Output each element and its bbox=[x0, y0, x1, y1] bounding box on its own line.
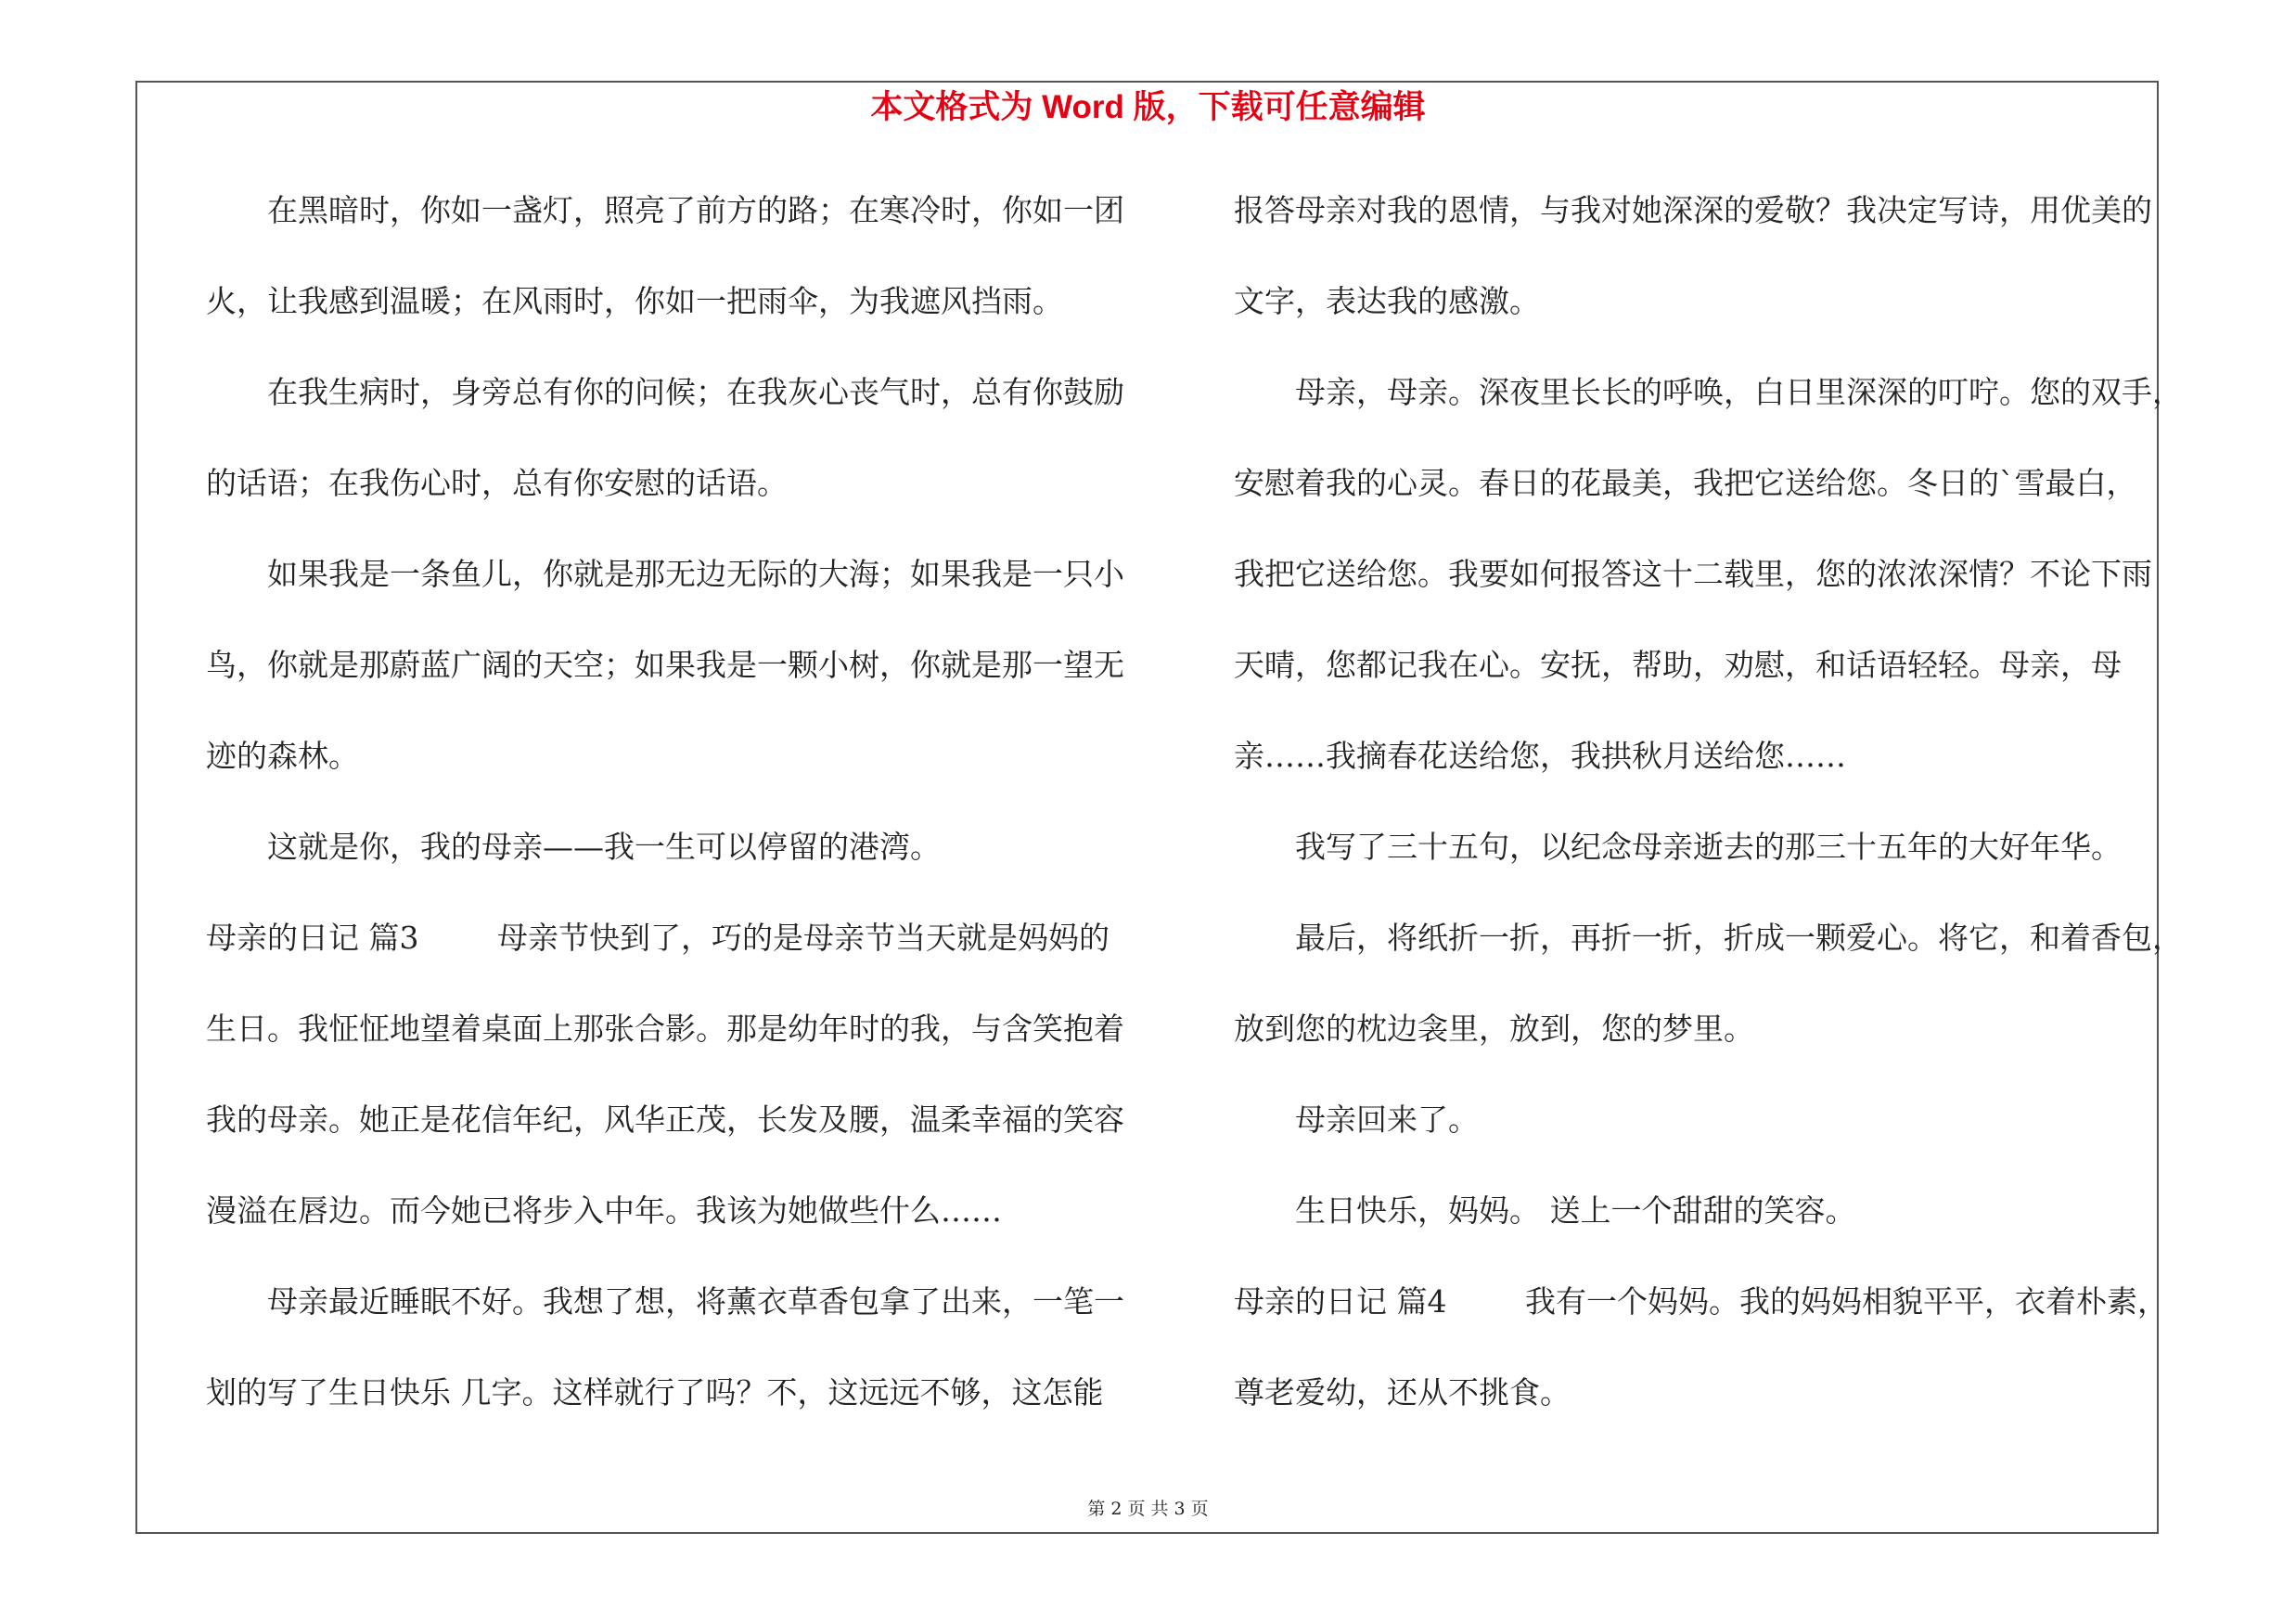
left-text-column bbox=[206, 165, 1171, 1438]
paragraph-line: 生日。我怔怔地望着桌面上那张合影。那是幼年时的我，与含笑抱着 bbox=[206, 1011, 1124, 1047]
paragraph-line: 如果我是一条鱼儿，你就是那无边无际的大海；如果我是一只小 bbox=[267, 556, 1124, 592]
paragraph-line: 放到您的枕边衾里，放到，您的梦里。 bbox=[1234, 1011, 1754, 1047]
paragraph-line: 文字，表达我的感激。 bbox=[1234, 283, 1540, 319]
paragraph-line: 母亲，母亲。深夜里长长的呼唤，白日里深深的叮咛。您的双手， bbox=[1295, 374, 2183, 410]
paragraph-line: 生日快乐，妈妈。 送上一个甜甜的笑容。 bbox=[1295, 1192, 1856, 1229]
paragraph-line: 安慰着我的心灵。春日的花最美，我把它送给您。冬日的`雪最白， bbox=[1234, 465, 2137, 501]
paragraph-line: 迹的森林。 bbox=[206, 738, 359, 774]
paragraph-line: 漫溢在唇边。而今她已将步入中年。我该为她做些什么…… bbox=[206, 1192, 1002, 1229]
paragraph-line: 母亲最近睡眠不好。我想了想，将薰衣草香包拿了出来，一笔一 bbox=[267, 1283, 1124, 1320]
paragraph-line: 我的母亲。她正是花信年纪，风华正茂，长发及腰，温柔幸福的笑容 bbox=[206, 1101, 1124, 1138]
paragraph-line: 我把它送给您。我要如何报答这十二载里，您的浓浓深情？不论下雨 bbox=[1234, 556, 2152, 592]
format-notice: 本文格式为 Word 版，下载可任意编辑 bbox=[870, 89, 1426, 125]
paragraph-line: 最后，将纸折一折，再折一折，折成一颗爱心。将它，和着香包， bbox=[1295, 920, 2183, 956]
paragraph-line: 母亲回来了。 bbox=[1295, 1101, 1479, 1138]
section-heading-line bbox=[206, 893, 1171, 984]
paragraph-line: 报答母亲对我的恩情，与我对她深深的爱敬？我决定写诗，用优美的 bbox=[1234, 192, 2152, 228]
paragraph-line: 我有一个妈妈。我的妈妈相貌平平，衣着朴素， bbox=[1525, 1283, 2168, 1320]
section-heading: 母亲的日记 篇3 bbox=[206, 920, 419, 956]
paragraph-line: 火，让我感到温暖；在风雨时，你如一把雨伞，为我遮风挡雨。 bbox=[206, 283, 1063, 319]
paragraph-line: 划的写了生日快乐 几字。这样就行了吗？不，这远远不够，这怎能 bbox=[206, 1374, 1104, 1410]
paragraph-line: 我写了三十五句，以纪念母亲逝去的那三十五年的大好年华。 bbox=[1295, 829, 2122, 865]
paragraph-line: 在黑暗时，你如一盏灯，照亮了前方的路；在寒冷时，你如一团 bbox=[267, 192, 1124, 228]
page-indicator: 第 2 页 共 3 页 bbox=[1087, 1499, 1209, 1519]
paragraph-line: 这就是你，我的母亲——我一生可以停留的港湾。 bbox=[267, 829, 941, 865]
paragraph-line: 在我生病时，身旁总有你的问候；在我灰心丧气时，总有你鼓励 bbox=[267, 374, 1124, 410]
paragraph-line: 尊老爱幼，还从不挑食。 bbox=[1234, 1374, 1571, 1410]
section-heading-line bbox=[1234, 1256, 2199, 1347]
paragraph-line: 天晴，您都记我在心。安抚，帮助，劝慰，和话语轻轻。母亲，母 bbox=[1234, 647, 2122, 683]
right-text-column bbox=[1234, 165, 2199, 1438]
paragraph-line: 鸟，你就是那蔚蓝广阔的天空；如果我是一颗小树，你就是那一望无 bbox=[206, 647, 1124, 683]
paragraph-line: 母亲节快到了，巧的是母亲节当天就是妈妈的 bbox=[497, 920, 1110, 956]
section-heading: 母亲的日记 篇4 bbox=[1234, 1283, 1447, 1320]
paragraph-line: 亲……我摘春花送给您，我拱秋月送给您…… bbox=[1234, 738, 1846, 774]
paragraph-line: 的话语；在我伤心时，总有你安慰的话语。 bbox=[206, 465, 788, 501]
